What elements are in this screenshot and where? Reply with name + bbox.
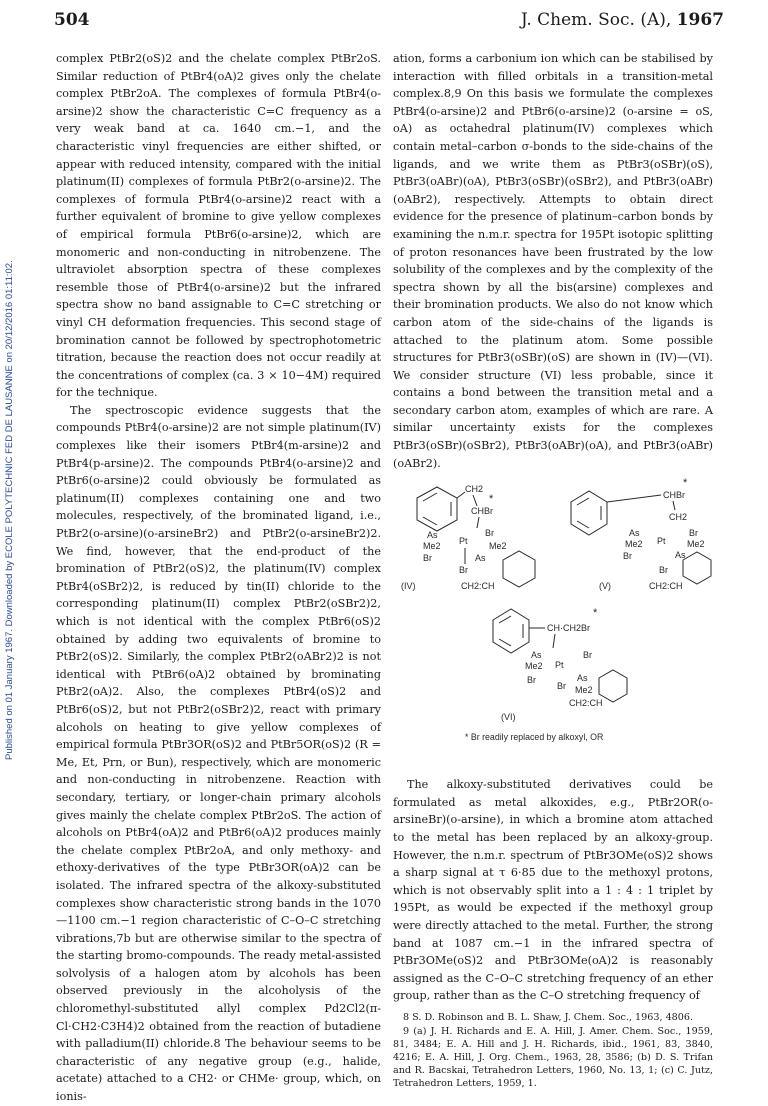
left-column bbox=[56, 50, 381, 1106]
atom-ch2-iv: CH2 bbox=[465, 484, 484, 495]
atom-br2-vi: Br bbox=[527, 675, 536, 686]
right-column bbox=[393, 50, 713, 1091]
structure-v bbox=[571, 478, 711, 591]
running-head bbox=[521, 10, 724, 30]
atom-pt-v: Pt bbox=[657, 536, 666, 547]
structure-figure bbox=[393, 478, 713, 768]
atom-br1-vi: Br bbox=[583, 650, 592, 661]
atom-star-iv: * bbox=[489, 493, 494, 506]
atom-asb-iv: As bbox=[475, 553, 486, 564]
left-paragraph-1: complex PtBr2(oS)2 and the chelate complex PtBr2oS. Similar reduction of PtBr4(oA)2 gives only the chelate complex PtBr2oA. The complexes of formula PtBr4(o-arsine)2 show the characteristic C=C frequency as a very weak band at ca. 1640 cm.−1, and the characteristic vinyl frequencies are either shifted, or appear with reduced intensity, compared with the initial platinum(II) complexes of formula PtBr2(o-arsine)2. The complexes of formula PtBr4(o-arsine)2 react with a further equivalent of bromine to give yellow complexes of empirical formula PtBr6(o-arsine)2, which are monomeric and non-conducting in nitrobenzene. The ultraviolet absorption spectra of these complexes resemble those of PtBr4(o-arsine)2 but the infrared spectra show no band assignable to C=C stretching or vinyl CH deformation frequencies. This second stage of bromination cannot be followed by spectrophotometric titration, because the reaction does not occur readily at the concentrations of complex (ca. 3 × 10−4M) required for the technique. bbox=[56, 52, 381, 400]
atom-me2b-v: Me2 bbox=[687, 539, 705, 550]
footnote-8: 8 S. D. Robinson and B. L. Shaw, J. Chem. Soc., 1963, 4806. bbox=[403, 1011, 694, 1023]
atom-me2-v: Me2 bbox=[625, 539, 643, 550]
label-vi: (VI) bbox=[501, 712, 516, 723]
atom-star-vi: * bbox=[593, 607, 598, 620]
atom-br3-iv: Br bbox=[459, 565, 468, 576]
atom-vinyl-iv: CH2:CH bbox=[461, 581, 495, 592]
journal-name: J. Chem. Soc. (A), bbox=[520, 10, 672, 30]
benzene-ring-v bbox=[571, 491, 607, 535]
structure-vi bbox=[465, 607, 627, 742]
chemical-structures bbox=[393, 478, 713, 768]
benzene-ring-v-b bbox=[683, 552, 711, 584]
footnote-9: 9 (a) J. H. Richards and E. A. Hill, J. Amer. Chem. Soc., 1959, 81, 3484; E. A. Hill and J. H. Richards, ibid., 1961, 83, 3840, 4216; E. A. Hill, J. Org. Chem., 1963, 28, 3586; (b) D. S. Trifan and R. Bacskai, Tetrahedron Letters, 1960, No. 13, 1; (c) C. Jutz, Tetrahedron Letters, 1959, 1. bbox=[393, 1025, 713, 1089]
atom-as-vi: As bbox=[531, 650, 542, 661]
atom-br3-vi: Br bbox=[557, 681, 566, 692]
atom-br3-v: Br bbox=[659, 565, 668, 576]
page-number: 504 bbox=[54, 10, 90, 30]
atom-asb-v: As bbox=[675, 550, 686, 561]
atom-me2-iv: Me2 bbox=[423, 541, 441, 552]
atom-chbr-iv: CHBr bbox=[471, 506, 493, 517]
atom-br2-v: Br bbox=[623, 551, 632, 562]
benzene-ring-vi-b bbox=[599, 670, 627, 702]
atom-pt-vi: Pt bbox=[555, 660, 564, 671]
right-paragraph-2: The alkoxy-substituted derivatives could be formulated as metal alkoxides, e.g., PtBr2OR(o-arsineBr)(o-arsine), in which a bromine atom attached to the metal has been replaced by an alkoxy-group. However, the n.m.r. spectrum of PtBr3OMe(oS)2 shows a sharp signal at τ 6·85 due to the methoxyl protons, which is not observably split into a 1 : 4 : 1 triplet by 195Pt, as would be expected if the methoxyl group were directly attached to the metal. Further, the strong band at 1087 cm.−1 in the infrared spectra of PtBr3OMe(oS)2 and PtBr3OMe(oA)2 is reasonably assigned as the C–O–C stretching frequency of an ether group, rather than as the C–O stretching frequency of bbox=[393, 778, 713, 1003]
atom-star-v: * bbox=[683, 478, 688, 490]
atom-chbr-v: CHBr bbox=[663, 490, 685, 501]
download-watermark: Published on 01 January 1967. Downloaded by ECOLE POLYTECHNIC FED DE LAUSANNE on 20/12/2016 01:11:02. bbox=[4, 260, 15, 760]
label-iv: (IV) bbox=[401, 581, 416, 592]
benzene-ring-vi bbox=[493, 609, 529, 653]
atom-br2-iv: Br bbox=[423, 553, 432, 564]
atom-me2b-iv: Me2 bbox=[489, 541, 507, 552]
atom-vinyl-vi: CH2:CH bbox=[569, 698, 603, 709]
atom-br1-v: Br bbox=[689, 528, 698, 539]
atom-pt-iv: Pt bbox=[459, 536, 468, 547]
atom-me2b-vi: Me2 bbox=[575, 685, 593, 696]
left-paragraph-2: The spectroscopic evidence suggests that the compounds PtBr4(o-arsine)2 are not simple platinum(IV) complexes like their isomers PtBr4(m-arsine)2 and PtBr4(p-arsine)2. The compounds PtBr4(o-arsine)2 and PtBr6(o-arsine)2 could obviously be formulated as platinum(II) complexes containing one and two molecules, respectively, of the brominated ligand, i.e., PtBr2(o-arsine)(o-arsineBr2) and PtBr2(o-arsineBr2)2. We find, however, that the end-product of the bromination of PtBr2(oS)2, the platinum(IV) complex PtBr4(oSBr2)2, is reduced by tin(II) chloride to the corresponding platinum(II) complex PtBr2(oSBr2)2, which is not identical with the complex PtBr6(oS)2 obtained by adding two equivalents of bromine to PtBr2(oS)2. Similarly, the complex PtBr2(oABr2)2 is not identical with PtBr6(oA)2 obtained by brominating PtBr2(oA)2. Also, the complexes PtBr4(oS)2 and PtBr6(oS)2, but not PtBr2(oSBr2)2, react with primary alcohols on heating to give yellow complexes of empirical formula PtBr3OR(oS)2 and PtBr5OR(oS)2 (R = Me, Et, Prn, or Bun), respectively, which are monomeric and non-conducting in nitrobenzene. Reaction with secondary, tertiary, or longer-chain primary alcohols gives mainly the chelate complex PtBr2oS. The action of alcohols on PtBr4(oA)2 and PtBr6(oA)2 produces mainly the chelate complex PtBr2oA, and only methoxy- and ethoxy-derivatives of the type PtBr3OR(oA)2 can be isolated. The infrared spectra of the alkoxy-substituted complexes show characteristic strong bands in the 1070—1100 cm.−1 region characteristic of C–O–C stretching vibrations,7b but are otherwise similar to the spectra of the starting bromo-compounds. The ready metal-assisted solvolysis of a halogen atom by alcohols has been observed previously in the alcoholysis of the chloromethyl-substituted allyl complex Pd2Cl2(π-Cl·CH2·C3H4)2 obtained from the reaction of butadiene with palladium(II) chloride.8 The behaviour seems to be characteristic of any negative group (e.g., halide, acetate) attached to a CH2· or CHMe· group, which, on ionis- bbox=[56, 403, 381, 1104]
structure-iv bbox=[401, 484, 535, 591]
journal-year: 1967 bbox=[676, 10, 724, 30]
label-v: (V) bbox=[599, 581, 611, 592]
atom-asb-vi: As bbox=[577, 673, 588, 684]
figure-caption: * Br readily replaced by alkoxyl, OR bbox=[465, 732, 604, 743]
atom-as-iv: As bbox=[427, 530, 438, 541]
atom-chch2br-vi: CH·CH2Br bbox=[547, 623, 591, 634]
atom-br1-iv: Br bbox=[485, 528, 494, 539]
atom-as-v: As bbox=[629, 528, 640, 539]
benzene-ring-iv-b bbox=[503, 551, 535, 587]
atom-vinyl-v: CH2:CH bbox=[649, 581, 683, 592]
atom-ch2-v: CH2 bbox=[669, 512, 688, 523]
atom-me2-vi: Me2 bbox=[525, 661, 543, 672]
right-paragraph-1: ation, forms a carbonium ion which can be stabilised by interaction with filled orbitals in a transition-metal complex.8,9 On this basis we formulate the complexes PtBr4(o-arsine)2 and PtBr6(o-arsine)2 (o-arsine = oS, oA) as octahedral platinum(IV) complexes which contain metal–carbon σ-bonds to the side-chains of the ligands, and we write them as PtBr3(oSBr)(oS), PtBr3(oABr)(oA), PtBr3(oSBr)(oSBr2), and PtBr3(oABr)(oABr2), respectively. Attempts to obtain direct evidence for the presence of platinum–carbon bonds by examining the n.m.r. spectra for 195Pt isotopic splitting of proton resonances have been frustrated by the low solubility of the complexes and by the complexity of the spectra shown by all the bis(arsine) complexes and their bromination products. We also do not know which carbon atom of the side-chains of the ligands is attached to the platinum atom. Some possible structures for PtBr3(oSBr)(oS) are shown in (IV)—(VI). We consider structure (VI) less probable, since it contains a bond between the transition metal and a secondary carbon atom, examples of which are rare. A similar uncertainty exists for the complexes PtBr3(oSBr)(oSBr2), PtBr3(oABr)(oA), and PtBr3(oABr)(oABr2). bbox=[393, 52, 713, 470]
footnotes bbox=[393, 1011, 713, 1090]
